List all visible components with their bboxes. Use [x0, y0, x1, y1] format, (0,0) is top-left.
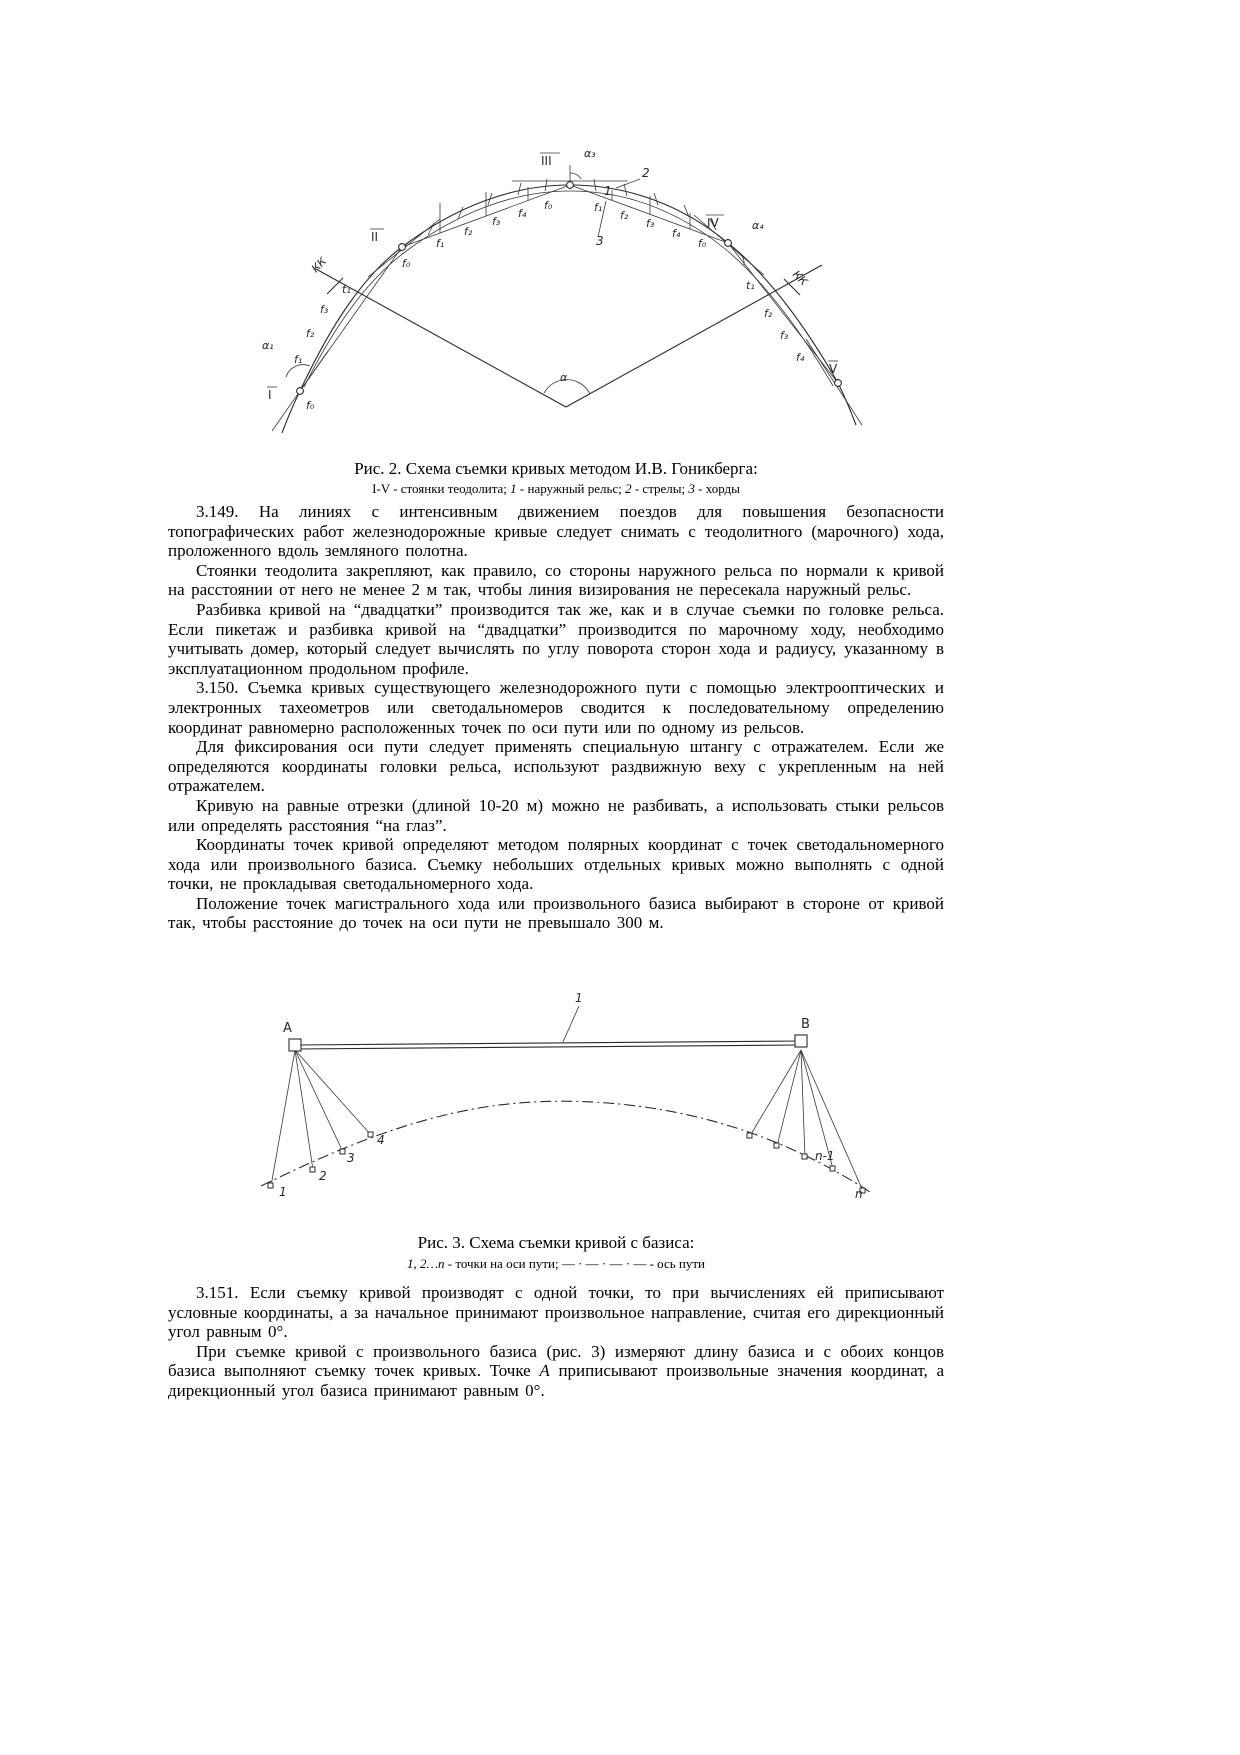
- base-point-A-label: A: [283, 1021, 292, 1036]
- text-run: При съемке кривой с произвольного базиса (рис. 3) измеряют длину базиса и с обоих концов базиса выполняют съемку точек кривых. Точке: [168, 1341, 944, 1381]
- paragraph: [168, 737, 944, 796]
- paragraph: [168, 894, 944, 933]
- figure-label: f₃: [492, 215, 501, 228]
- figure-label: f₂: [620, 209, 629, 222]
- base-point-B-marker: [795, 1035, 807, 1047]
- text-run: Кривую на равные отрезки (длиной 10-20 м) можно не разбивать, а использовать стыки рельсов или определять расстояния “на глаз”.: [168, 795, 944, 835]
- text-run: 3.149. На линиях с интенсивным движением поездов для повышения безопасности топографических работ железнодорожные кривые следует снимать с теодолитного (марочного) хода, проложенного вдоль земляного полотна.: [168, 502, 944, 561]
- figure-label: f₄: [518, 207, 527, 220]
- text-run: 3.150. Съемка кривых существующего железнодорожного пути с помощью электрооптических и электронных тахеометров или светодальномеров сводится к последовательному определению координат равномерно расположенных точек по оси пути или по одному из рельсов.: [168, 678, 944, 737]
- text-run: 2: [625, 481, 632, 496]
- text-run: - наружный рельс;: [516, 481, 626, 496]
- rays-from-A: [271, 1050, 371, 1186]
- station-I-label: I: [268, 388, 272, 402]
- body-text-1: [168, 502, 944, 933]
- figure-3: [245, 988, 905, 1220]
- curve-end-right-label: КК: [789, 267, 811, 289]
- curve-end-left-label: КК: [308, 254, 330, 276]
- point-n-minus-1-label: n-1: [815, 1149, 835, 1163]
- station-IV-label: IV: [707, 216, 719, 230]
- base-point-B-label: B: [801, 1017, 810, 1032]
- angle-alpha-label: α: [560, 371, 568, 384]
- baseline-callout-leader: [563, 1006, 579, 1042]
- figure-label: f₀: [402, 257, 411, 270]
- station-V-label: V: [829, 362, 838, 376]
- figure-label: f₃: [646, 217, 655, 230]
- paragraph: [168, 600, 944, 678]
- figure-label: 1: [279, 1185, 287, 1199]
- chord-III-IV: [570, 185, 728, 243]
- figure-2-drawing: [250, 135, 890, 457]
- figure-label: f₂: [764, 307, 773, 320]
- text-run: А: [539, 1361, 550, 1381]
- paragraph: [168, 1342, 944, 1401]
- figure-label: f₀: [306, 399, 315, 412]
- roman-numeral-bars: [267, 153, 838, 387]
- chord-IV-V: [728, 243, 838, 383]
- angle-alpha3-label: α₃: [584, 147, 596, 160]
- axis-point-markers: [268, 1132, 865, 1193]
- figure-label: f₁: [436, 237, 445, 250]
- figure-label: f₁: [294, 353, 303, 366]
- text-run: Положение точек магистрального хода или произвольного базиса выбирают в стороне от кривой так, чтобы расстояние до точек на оси пути не превышало 300 м.: [168, 893, 944, 933]
- text-run: - точки на оси пути; — · — · — · — - ось пути: [444, 1256, 706, 1271]
- text-run: Для фиксирования оси пути следует применять специальную штангу с отражателем. Если же определяются координаты головки рельса, используют раздвижную веху с укрепленным на ней отражателем.: [168, 737, 944, 796]
- figure-label: f₄: [672, 227, 681, 240]
- text-run: 1: [510, 481, 517, 496]
- curve-end-ticks: [327, 278, 800, 295]
- figure-label: f₂: [464, 225, 473, 238]
- text-run: - стрелы;: [631, 481, 689, 496]
- paragraph: [168, 561, 944, 600]
- baseline-callout-label: 1: [575, 991, 583, 1005]
- figure-3-legend: [168, 1256, 944, 1272]
- paragraph: [168, 502, 944, 561]
- figure-2-labels: [262, 147, 838, 412]
- paragraph: [168, 796, 944, 835]
- station-III-label: III: [541, 154, 552, 168]
- text-run: 3.151. Если съемку кривой производят с одной точки, то при вычислениях ей приписывают условные координаты, а за начальное принимают произвольное направление, считая его дирекционный угол равным 0°.: [168, 1283, 944, 1342]
- text-run: - хорды: [694, 481, 740, 496]
- paragraph: [168, 835, 944, 894]
- paragraph: [168, 1283, 944, 1342]
- figure-label: 2: [319, 1169, 327, 1183]
- figure-3-caption: Рис. 3. Схема съемки кривой с базиса:: [417, 1233, 695, 1252]
- figure-label: f₂: [306, 327, 315, 340]
- text-run: Координаты точек кривой определяют методом полярных координат с точек светодальномерного хода или произвольного базиса. Съемку небольших отдельных кривых можно выполнять с одной точки, не прокладывая светодальномерного хода.: [168, 835, 944, 894]
- figure-label: 4: [377, 1133, 385, 1147]
- paragraph: [168, 678, 944, 737]
- figure-2: [250, 135, 890, 457]
- figure-2-caption: Рис. 2. Схема съемки кривых методом И.В. Гоникберга:: [354, 459, 758, 478]
- figure-3-labels: [279, 991, 863, 1201]
- figure-label: f₁: [594, 201, 603, 214]
- rays-from-B: [750, 1050, 863, 1191]
- figure-label: f₀: [544, 199, 553, 212]
- station-markers: [297, 182, 842, 395]
- callout-1-outer-rail: 1: [604, 184, 612, 198]
- body-text-2: [168, 1283, 944, 1401]
- base-point-A-marker: [289, 1039, 301, 1051]
- angle-alpha1-label: α₁: [262, 339, 274, 352]
- point-n-label: n: [855, 1187, 863, 1201]
- left-tangent-line: [316, 269, 566, 407]
- station-II-label: II: [371, 230, 379, 244]
- figure-3-drawing: [245, 988, 905, 1220]
- figure-label: f₃: [320, 303, 329, 316]
- baseline-top: [295, 1041, 801, 1045]
- callout-2-arrows: 2: [642, 166, 650, 180]
- text-run: Разбивка кривой на “двадцатки” производится так же, как и в случае съемки по головке рельса. Если пикетаж и разбивка кривой на “двадцатки” производится по марочному ходу, необходимо учитывать домер, который следует вычислять по углу поворота сторон хода и радиусу, указанному в эксплуатационном продольном профиле.: [168, 599, 944, 678]
- angle-alpha4-label: α₄: [752, 219, 764, 232]
- figure-label: t₁: [342, 283, 351, 296]
- text-run: 3: [688, 481, 695, 496]
- figure-label: f₀: [698, 237, 707, 250]
- figure-label: f₃: [780, 329, 789, 342]
- text-run: Стоянки теодолита закрепляют, как правило, со стороны наружного рельса по нормали к кривой на расстоянии от него не менее 2 м так, чтобы линия визирования не пересекала наружный рельс.: [168, 560, 944, 600]
- baseline-bottom: [295, 1045, 801, 1049]
- figure-label: f₄: [796, 351, 805, 364]
- callout-3-chords: 3: [596, 234, 604, 248]
- text-run: 1, 2…n: [406, 1256, 445, 1271]
- figure-2-legend: [168, 481, 944, 497]
- text-run: I-V - стоянки теодолита;: [372, 481, 511, 496]
- figure-label: t₁: [746, 279, 755, 292]
- text-run: приписывают произвольные значения координат, а дирекционный угол базиса принимают равным 0°.: [168, 1361, 944, 1400]
- figure-label: 3: [347, 1151, 355, 1165]
